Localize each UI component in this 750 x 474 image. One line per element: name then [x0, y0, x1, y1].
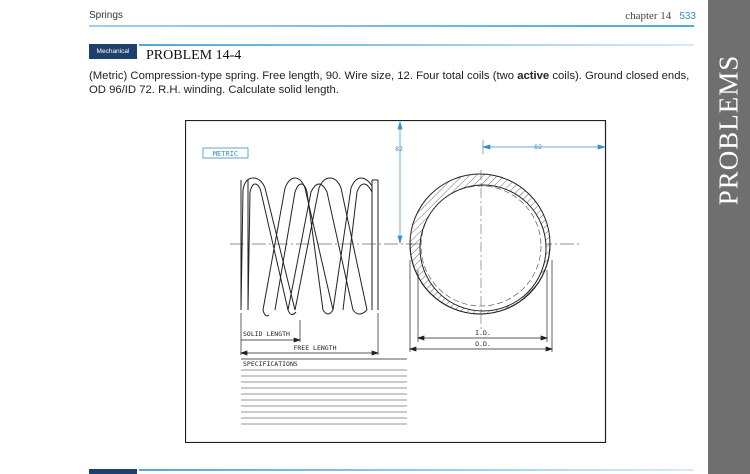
- spring-side-view: [241, 178, 378, 316]
- free-length-label: FREE LENGTH: [293, 344, 337, 352]
- header-rule: [89, 25, 694, 27]
- dim-width-label: 82: [534, 143, 542, 151]
- od-label: O.D.: [475, 340, 491, 348]
- problem-description: [89, 69, 701, 97]
- specifications-label: SPECIFICATIONS: [243, 360, 298, 368]
- dim-height-label: 82: [395, 145, 403, 153]
- spring-drawing: [185, 120, 607, 443]
- solid-length-label: SOLID LENGTH: [243, 330, 290, 338]
- section-name: Springs: [89, 10, 123, 21]
- desc-part-2: coils). Ground closed ends, OD 96/ID 72. R.H. winding. Calculate solid length.: [89, 70, 690, 96]
- chapter-header: [625, 10, 696, 22]
- problem-title: PROBLEM 14-4: [146, 48, 242, 63]
- footer-badge: [89, 469, 137, 474]
- category-badge: Mechanical: [89, 44, 137, 59]
- title-rule: [139, 44, 694, 46]
- specification-lines: [241, 370, 407, 424]
- page-number: 533: [679, 11, 696, 22]
- id-label: I.D.: [475, 329, 491, 337]
- metric-label: METRIC: [212, 150, 239, 158]
- desc-bold: active: [517, 70, 550, 82]
- side-tab-label: PROBLEMS: [713, 54, 744, 206]
- side-tab: [708, 0, 750, 474]
- chapter-label: chapter 14: [625, 10, 672, 22]
- desc-part-1: (Metric) Compression-type spring. Free length, 90. Wire size, 12. Four total coils (two: [89, 70, 518, 82]
- dim-width: [483, 140, 605, 154]
- dim-height: [398, 122, 402, 243]
- footer-rule: [139, 469, 694, 471]
- spring-end-view: [410, 170, 550, 330]
